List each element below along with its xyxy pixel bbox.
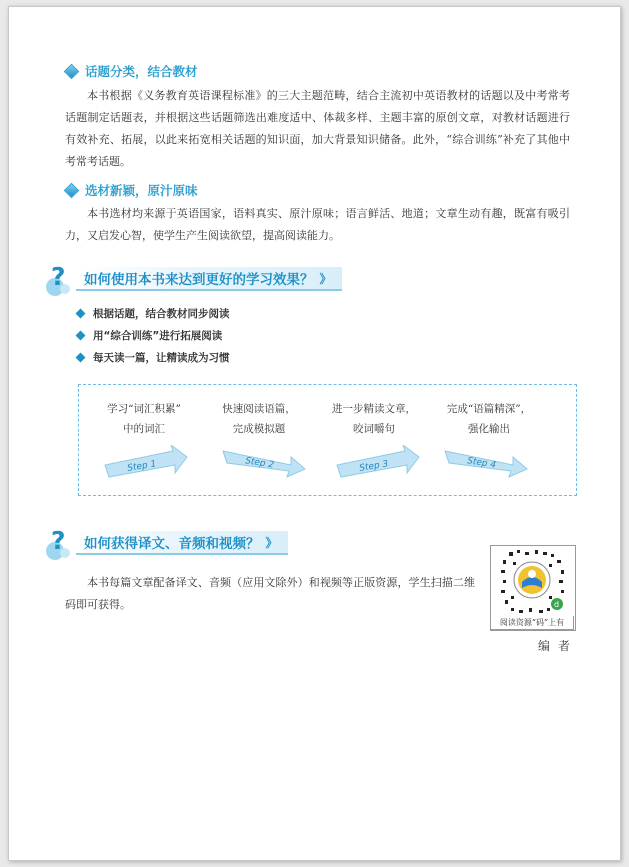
step-3-arrow-icon [335,445,421,479]
qr-code-icon [491,546,575,618]
resources-paragraph: 本书每篇文章配备译文、音频（应用文除外）和视频等正版资源，学生扫描二维码即可获得。 [65,576,475,611]
editor-signature: 编者 [538,639,579,653]
heading-text: 如何使用本书来达到更好的学习效果？ [84,272,314,288]
diamond-bullet-icon [76,308,86,318]
list-item: 用“综合训练”进行拓展阅读 [77,324,230,346]
step-label: Step 4 [466,456,497,471]
heading-resources [46,528,288,558]
diamond-bullet-icon [76,352,86,362]
section-heading-text: 选材新颖，原汁原味 [85,183,198,198]
step-1-arrow-icon [103,445,189,479]
heading-how-to-use [46,264,342,294]
section-heading-topics [66,62,198,80]
step-label: Step 2 [244,456,275,471]
usage-bullet-list [77,302,230,368]
double-chevron-icon: 》 [319,271,332,286]
heading-banner [76,267,342,291]
steps-panel [78,384,577,496]
list-item: 每天读一篇，让精读成为习惯 [77,346,230,368]
step-label: Step 3 [358,459,389,474]
question-mark-icon: ? [46,528,76,558]
step-4-arrow-icon [443,445,529,479]
list-item: 根据话题，结合教材同步阅读 [77,302,230,324]
diamond-icon [64,182,80,198]
section-paragraph-materials: 本书选材均来源于英语国家，语料真实、原汁原味；语言鲜活、地道；文章生动有趣，既富有吸引力，又启发心智，使学生产生阅读欲望，提高阅读能力。 [65,207,570,242]
step-text-3: 进一步精读文章， 咬词嚼句 [332,403,416,435]
diamond-bullet-icon [76,330,86,340]
section-heading-text: 话题分类，结合教材 [85,64,198,79]
step-text-4: 完成“语篇精深”， 强化输出 [446,403,532,435]
diamond-icon [64,63,80,79]
section-paragraph-topics: 本书根据《义务教育英语课程标准》的三大主题范畴，结合主流初中英语教材的话题以及中考常考话题制定话题表，并根据这些话题筛选出难度适中、体裁多样、主题丰富的原创文章，对教材话题进行有效补充、拓展，以此来拓宽相关话题的知识面，加大背景知识储备。此外，“综合训练”补充了其他中考常考话题。 [65,89,570,168]
step-text-2: 快速阅读语篇， 完成模拟题 [222,403,296,435]
double-chevron-icon: 》 [265,535,278,550]
question-mark-icon: ? [46,264,76,294]
section-heading-materials [66,181,198,199]
step-2-arrow-icon [221,445,307,479]
heading-text: 如何获得译文、音频和视频？ [84,536,260,552]
heading-banner [76,531,288,555]
step-label: Step 1 [126,459,157,474]
step-text-1: 学习“词汇积累” 中的词汇 [107,403,181,435]
svg-text:d: d [554,600,560,609]
qr-caption: 阅读资源“码”上有 [490,616,574,630]
